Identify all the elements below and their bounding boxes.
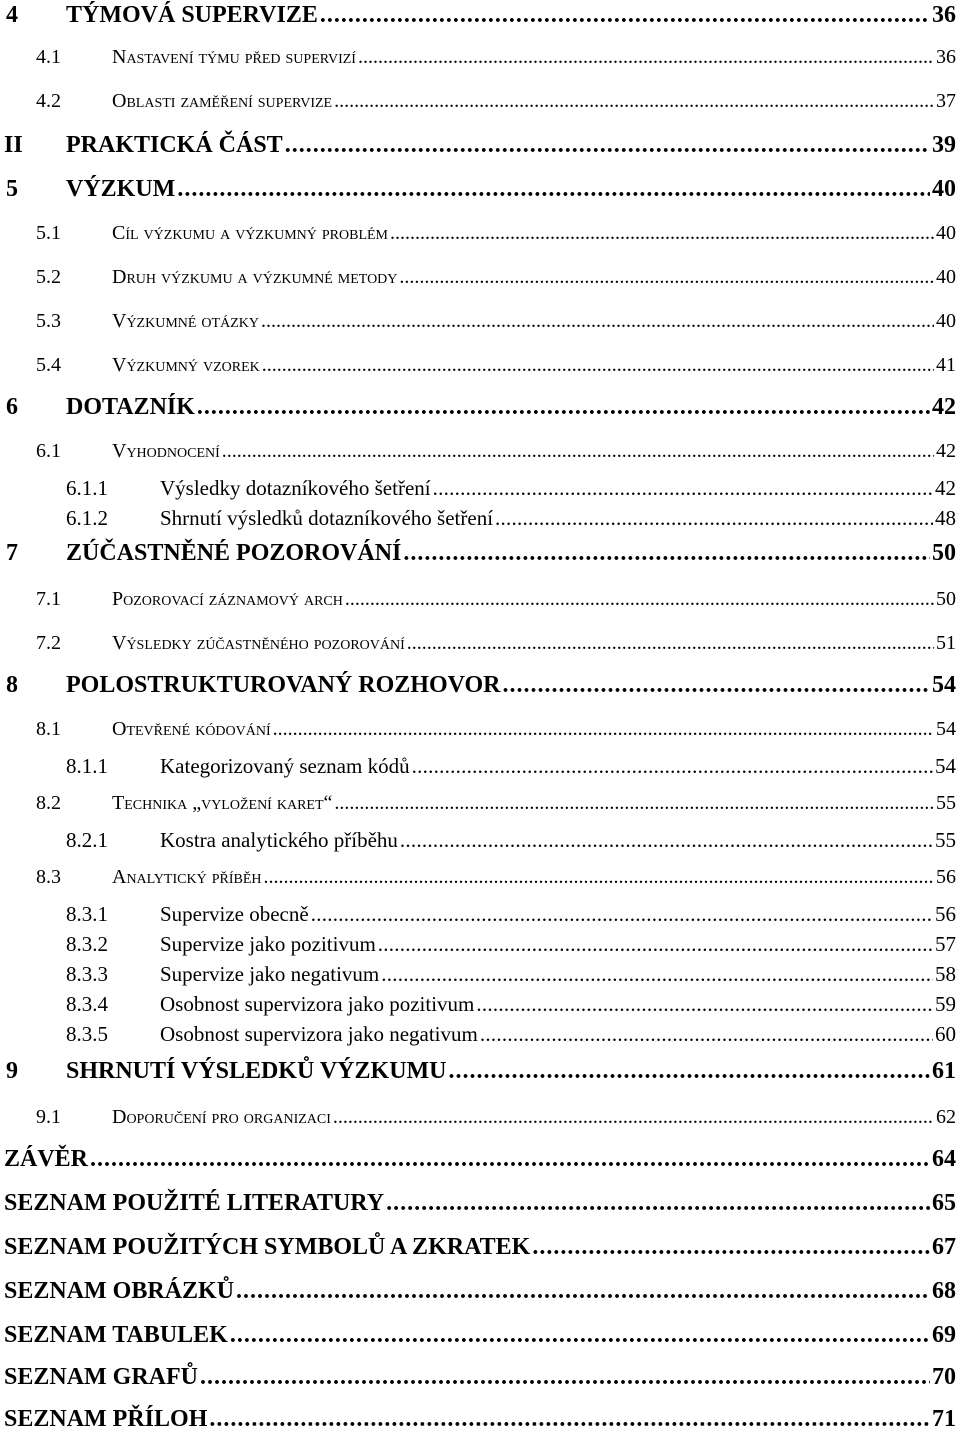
toc-entry[interactable] (0, 632, 956, 660)
toc-entry-page: 54 (936, 718, 956, 740)
toc-entry-title: VÝZKUM (66, 176, 176, 202)
toc-entry-page: 58 (935, 962, 956, 986)
toc-entry-title: Druh výzkumu a výzkumné metody (112, 266, 398, 288)
toc-entry-number: 4.2 (36, 90, 61, 112)
toc-entry-title: SEZNAM TABULEK (4, 1322, 228, 1348)
toc-entry[interactable] (0, 1364, 956, 1396)
toc-entry[interactable] (0, 1322, 956, 1354)
toc-entry-number: 4 (6, 2, 18, 28)
toc-entry-page: 70 (932, 1364, 956, 1390)
dot-leader (412, 754, 933, 779)
toc-entry[interactable] (0, 176, 956, 208)
toc-entry[interactable] (0, 2, 956, 34)
toc-entry-title: TÝMOVÁ SUPERVIZE (66, 2, 318, 28)
toc-entry-title: Vyhodnocení (112, 440, 220, 462)
dot-leader (236, 1278, 930, 1305)
dot-leader (390, 222, 934, 245)
toc-entry-title: Shrnutí výsledků dotazníkového šetření (160, 506, 494, 530)
toc-entry-page: 37 (936, 90, 956, 112)
dot-leader (320, 2, 930, 29)
dot-leader (407, 632, 934, 655)
dot-leader (262, 354, 934, 377)
toc-entry[interactable] (0, 1146, 956, 1178)
toc-entry-title: ZÁVĚR (4, 1146, 89, 1172)
dot-leader (230, 1322, 930, 1349)
toc-entry-page: 67 (932, 1234, 956, 1260)
toc-entry-number: 8.3.3 (66, 962, 108, 986)
toc-entry-page: 55 (936, 792, 956, 814)
toc-entry-number: 8.3.5 (66, 1022, 108, 1046)
toc-entry-title: Supervize obecně (160, 902, 309, 926)
toc-entry[interactable] (0, 1106, 956, 1134)
toc-entry-title: Výsledky zúčastněného pozorování (112, 632, 405, 654)
dot-leader (90, 1146, 930, 1173)
toc-entry-number: 8.2.1 (66, 828, 108, 852)
toc-entry[interactable] (0, 1190, 956, 1222)
dot-leader (345, 588, 934, 611)
dot-leader (334, 792, 934, 815)
toc-entry-title: Cíl výzkumu a výzkumný problém (112, 222, 389, 244)
toc-entry[interactable] (0, 718, 956, 746)
dot-leader (476, 992, 933, 1017)
toc-entry[interactable] (0, 46, 956, 74)
toc-entry-number: 5.4 (36, 354, 61, 376)
toc-entry[interactable] (0, 394, 956, 426)
toc-entry-title: ZÚČASTNĚNÉ POZOROVÁNÍ (66, 540, 402, 566)
dot-leader (263, 866, 934, 889)
toc-entry[interactable] (0, 1058, 956, 1090)
toc-entry-page: 51 (936, 632, 956, 654)
dot-leader (358, 46, 934, 69)
toc-entry-number: 8.1.1 (66, 754, 108, 778)
toc-entry[interactable] (0, 828, 956, 856)
toc-entry-title: Osobnost supervizora jako negativum (160, 1022, 478, 1046)
toc-entry-page: 42 (935, 476, 956, 500)
toc-entry-number: 7 (6, 540, 18, 566)
toc-entry-number: 8.3 (36, 866, 61, 888)
toc-entry-title: POLOSTRUKTUROVANÝ ROZHOVOR (66, 672, 501, 698)
toc-entry-title: Analytický příběh (112, 866, 262, 888)
toc-entry-title: SEZNAM PŘÍLOH (4, 1406, 208, 1432)
toc-entry[interactable] (0, 310, 956, 338)
toc-entry[interactable] (0, 992, 956, 1020)
dot-leader (261, 310, 934, 333)
toc-entry-page: 65 (932, 1190, 956, 1216)
toc-entry-number: 6 (6, 394, 18, 420)
toc-entry[interactable] (0, 932, 956, 960)
toc-entry[interactable] (0, 222, 956, 250)
toc-entry-number: 8.3.1 (66, 902, 108, 926)
dot-leader (399, 266, 934, 289)
toc-entry-page: 39 (932, 132, 956, 158)
toc-entry-number: 5.1 (36, 222, 61, 244)
toc-entry[interactable] (0, 90, 956, 118)
toc-entry-title: DOTAZNÍK (66, 394, 195, 420)
toc-entry[interactable] (0, 1406, 956, 1438)
toc-entry[interactable] (0, 962, 956, 990)
toc-entry-title: SEZNAM POUŽITÝCH SYMBOLŮ A ZKRATEK (4, 1234, 531, 1260)
toc-entry-page: 40 (936, 266, 956, 288)
toc-entry[interactable] (0, 476, 956, 504)
toc-entry-page: 55 (935, 828, 956, 852)
toc-entry-page: 36 (936, 46, 956, 68)
dot-leader (333, 1106, 934, 1129)
dot-leader (502, 672, 930, 699)
toc-entry-title: SEZNAM POUŽITÉ LITERATURY (4, 1190, 385, 1216)
toc-entry-page: 36 (932, 2, 956, 28)
toc-entry[interactable] (0, 1278, 956, 1310)
toc-entry-title: Výsledky dotazníkového šetření (160, 476, 431, 500)
toc-entry-number: 4.1 (36, 46, 61, 68)
toc-entry[interactable] (0, 440, 956, 468)
toc-entry-title: Supervize jako negativum (160, 962, 380, 986)
toc-entry-number: 8.3.2 (66, 932, 108, 956)
toc-entry-page: 59 (935, 992, 956, 1016)
dot-leader (449, 1058, 930, 1085)
toc-entry-number: 6.1.1 (66, 476, 108, 500)
toc-entry-page: 54 (932, 672, 956, 698)
toc-entry-page: 60 (935, 1022, 956, 1046)
dot-leader (400, 828, 933, 853)
toc-entry[interactable] (0, 588, 956, 616)
toc-entry[interactable] (0, 1234, 956, 1266)
toc-entry-page: 42 (936, 440, 956, 462)
toc-entry-title: Technika „vyložení karet“ (112, 792, 333, 814)
toc-entry-page: 48 (935, 506, 956, 530)
toc-entry-page: 56 (936, 866, 956, 888)
toc-entry-page: 71 (932, 1406, 956, 1432)
toc-entry-number: 8 (6, 672, 18, 698)
toc-entry-number: 8.1 (36, 718, 61, 740)
toc-entry-title: SEZNAM GRAFŮ (4, 1364, 199, 1390)
toc-entry-page: 68 (932, 1278, 956, 1304)
toc-entry-title: Oblasti zaměření supervize (112, 90, 333, 112)
dot-leader (209, 1406, 930, 1433)
dot-leader (386, 1190, 930, 1217)
toc-entry-number: 5.2 (36, 266, 61, 288)
toc-entry-number: 9.1 (36, 1106, 61, 1128)
toc-entry-title: Osobnost supervizora jako pozitivum (160, 992, 475, 1016)
toc-entry-title: Otevřené kódování (112, 718, 271, 740)
dot-leader (177, 176, 930, 203)
toc-entry-page: 41 (936, 354, 956, 376)
dot-leader (334, 90, 934, 113)
toc-entry[interactable] (0, 266, 956, 294)
toc-entry[interactable] (0, 540, 956, 572)
toc-entry-page: 64 (932, 1146, 956, 1172)
toc-entry-title: PRAKTICKÁ ČÁST (66, 132, 283, 158)
toc-entry-page: 57 (935, 932, 956, 956)
dot-leader (381, 962, 933, 987)
toc-entry-number: 9 (6, 1058, 18, 1084)
dot-leader (480, 1022, 933, 1047)
toc-entry-number: 8.3.4 (66, 992, 108, 1016)
dot-leader (433, 476, 933, 501)
toc-entry-page: 54 (935, 754, 956, 778)
toc-entry[interactable] (0, 792, 956, 820)
toc-entry[interactable] (0, 754, 956, 782)
toc-entry-number: 6.1.2 (66, 506, 108, 530)
toc-entry-page: 40 (936, 310, 956, 332)
toc-entry-number: 6.1 (36, 440, 61, 462)
toc-entry[interactable] (0, 672, 956, 704)
dot-leader (222, 440, 934, 463)
toc-entry-page: 61 (932, 1058, 956, 1084)
toc-entry-number: 7.1 (36, 588, 61, 610)
toc-entry-title: Výzkumné otázky (112, 310, 259, 332)
toc-entry-page: 50 (932, 540, 956, 566)
toc-entry[interactable] (0, 866, 956, 894)
toc-entry-page: 62 (936, 1106, 956, 1128)
toc-entry-number: II (4, 132, 23, 158)
dot-leader (403, 540, 930, 567)
toc-entry-number: 5.3 (36, 310, 61, 332)
toc-entry-title: SHRNUTÍ VÝSLEDKŮ VÝZKUMU (66, 1058, 447, 1084)
toc-entry-number: 7.2 (36, 632, 61, 654)
dot-leader (495, 506, 933, 531)
toc-entry-number: 5 (6, 176, 18, 202)
toc-entry-page: 40 (936, 222, 956, 244)
toc-entry-number: 8.2 (36, 792, 61, 814)
dot-leader (378, 932, 933, 957)
toc-entry-page: 42 (932, 394, 956, 420)
dot-leader (197, 394, 930, 421)
toc-entry-page: 56 (935, 902, 956, 926)
toc-entry-title: Kostra analytického příběhu (160, 828, 398, 852)
toc-entry[interactable] (0, 1022, 956, 1050)
dot-leader (200, 1364, 930, 1391)
dot-leader (285, 132, 930, 159)
dot-leader (532, 1234, 930, 1261)
dot-leader (311, 902, 933, 927)
dot-leader (273, 718, 934, 741)
toc-entry-page: 69 (932, 1322, 956, 1348)
toc-entry-title: Nastavení týmu před supervizí (112, 46, 356, 68)
toc-entry[interactable] (0, 506, 956, 534)
toc-entry-title: Kategorizovaný seznam kódů (160, 754, 410, 778)
toc-entry[interactable] (0, 132, 956, 164)
toc-entry-page: 40 (932, 176, 956, 202)
toc-entry[interactable] (0, 354, 956, 382)
toc-entry-title: Pozorovací záznamový arch (112, 588, 343, 610)
toc-entry-title: Výzkumný vzorek (112, 354, 260, 376)
toc-entry-title: SEZNAM OBRÁZKŮ (4, 1278, 235, 1304)
toc-entry[interactable] (0, 902, 956, 930)
toc-entry-title: Doporučení pro organizaci (112, 1106, 331, 1128)
toc-entry-page: 50 (936, 588, 956, 610)
toc-entry-title: Supervize jako pozitivum (160, 932, 376, 956)
